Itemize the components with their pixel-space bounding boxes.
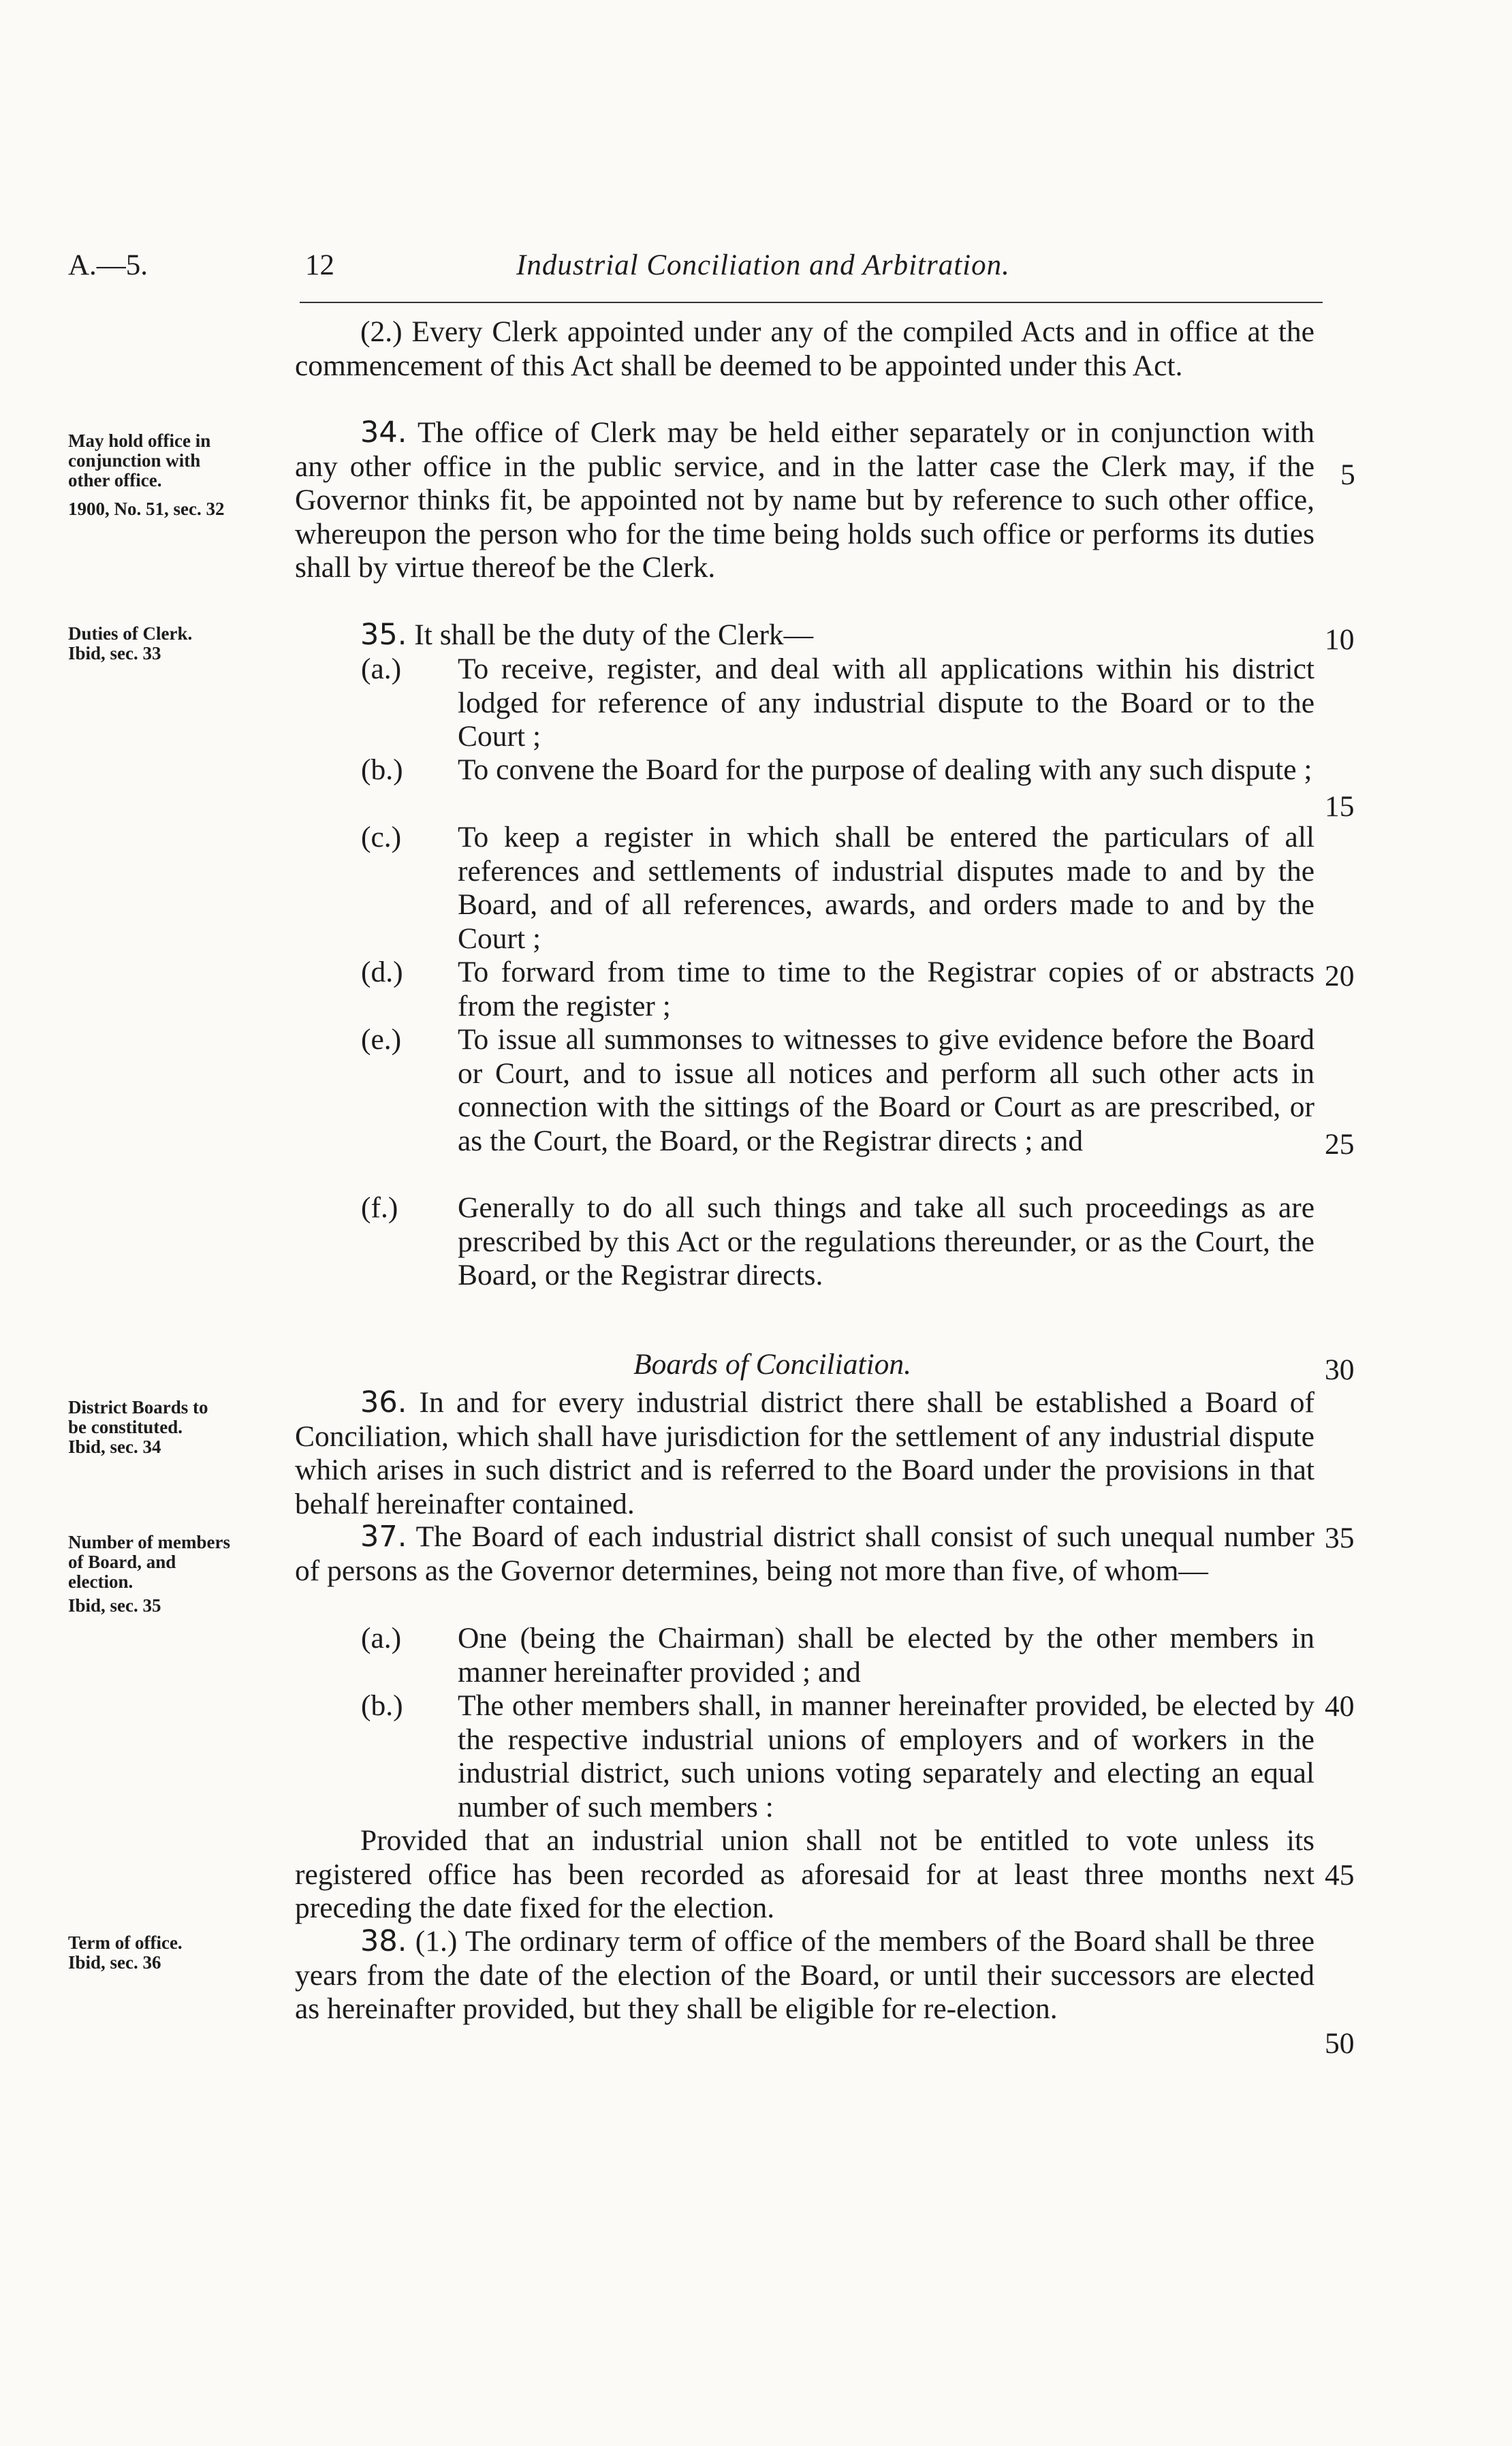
line-number: 35 [1325, 1522, 1355, 1554]
section-35-item-a: (a.) To receive, register, and deal with all applications within his district lodged for reference of any industrial dispute to the Board or to the Court ; [361, 653, 1314, 753]
line-number: 20 [1325, 960, 1355, 992]
line-number: 15 [1325, 790, 1355, 823]
document-reference: A.—5. [68, 249, 148, 281]
side-note-section-37: Number of members of Board, and election. Ibid, sec. 35 [68, 1532, 230, 1616]
section-37-item-a: (a.) One (being the Chairman) shall be elected by the other members in manner hereinafter provided ; and [361, 1622, 1314, 1689]
proviso: Provided that an industrial union shall not be entitled to vote unless its registered office has been recorded as aforesaid for at least three months next preceding the date fixed for the election. [295, 1824, 1314, 1924]
section-35-item-e: (e.) To issue all summonses to witnesses to give evidence before the Board or Court, and to issue all notices and perform all such other acts in connection with the sittings of the Board or Court as are prescribed, or as the Court, the Board, or the Registrar directs ; and [361, 1023, 1314, 1157]
side-note-section-38: Term of office. Ibid, sec. 36 [68, 1932, 183, 1973]
page-title: Industrial Conciliation and Arbitration. [516, 249, 1010, 281]
section-36: 36. In and for every industrial district there shall be established a Board of Conciliation, which shall have jurisdiction for the settlement of any industrial dispute which arises in such district and is referred to the Board under the provisions in that behalf hereinafter contained. [295, 1385, 1314, 1520]
line-number: 25 [1325, 1128, 1355, 1161]
header-rule [300, 302, 1323, 303]
section-35-item-f: (f.) Generally to do all such things and take all such proceedings as are prescribed by this Act or the regulations thereunder, or as the Court, the Board, or the Registrar directs. [361, 1191, 1314, 1291]
page-number: 12 [305, 249, 334, 281]
line-number: 30 [1325, 1353, 1355, 1386]
side-note-section-34: May hold office in conjunction with other office. 1900, No. 51, sec. 32 [68, 430, 225, 519]
side-note-section-35: Duties of Clerk. Ibid, sec. 33 [68, 623, 193, 663]
side-note-section-36: District Boards to be constituted. Ibid, sec. 34 [68, 1397, 208, 1457]
heading-boards-of-conciliation: Boards of Conciliation. [633, 1348, 912, 1381]
section-37-item-b: (b.) The other members shall, in manner hereinafter provided, be elected by the respective industrial unions of employers and of workers in the industrial district, such unions voting separately and electing an equal number of such members : [361, 1689, 1314, 1823]
line-number: 40 [1325, 1690, 1355, 1723]
section-35-item-b: (b.) To convene the Board for the purpose of dealing with any such dispute ; [361, 753, 1312, 786]
section-35-item-d: (d.) To forward from time to time to the Registrar copies of or abstracts from the register ; [361, 956, 1314, 1022]
section-38: 38. (1.) The ordinary term of office of the members of the Board shall be three years from the date of the election of the Board, or until their successors are elected as hereinafter provided, but they shall be eligible for re-election. [295, 1924, 1314, 2025]
section-35-item-c: (c.) To keep a register in which shall be entered the particulars of all references and settlements of industrial disputes made to and by the Board, and of all references, awards, and orders made to and by the Court ; [361, 821, 1314, 955]
line-number: 10 [1325, 623, 1355, 656]
subsection-2: (2.) Every Clerk appointed under any of the compiled Acts and in office at the commencement of this Act shall be deemed to be appointed under this Act. [295, 315, 1314, 382]
section-35: 35. It shall be the duty of the Clerk— [360, 618, 814, 652]
section-37: 37. The Board of each industrial district shall consist of such unequal number of persons as the Governor determines, being not more than five, of whom— [295, 1520, 1314, 1587]
line-number: 45 [1325, 1859, 1355, 1892]
section-34: 34. The office of Clerk may be held either separately or in conjunction with any other office in the public service, and in the latter case the Clerk may, if the Governor thinks fit, be appointed not by name but by reference to such other office, whereupon the person who for the time being holds such office or performs its duties shall by virtue thereof be the Clerk. [295, 415, 1314, 584]
line-number: 50 [1325, 2027, 1355, 2060]
line-number: 5 [1340, 458, 1355, 491]
